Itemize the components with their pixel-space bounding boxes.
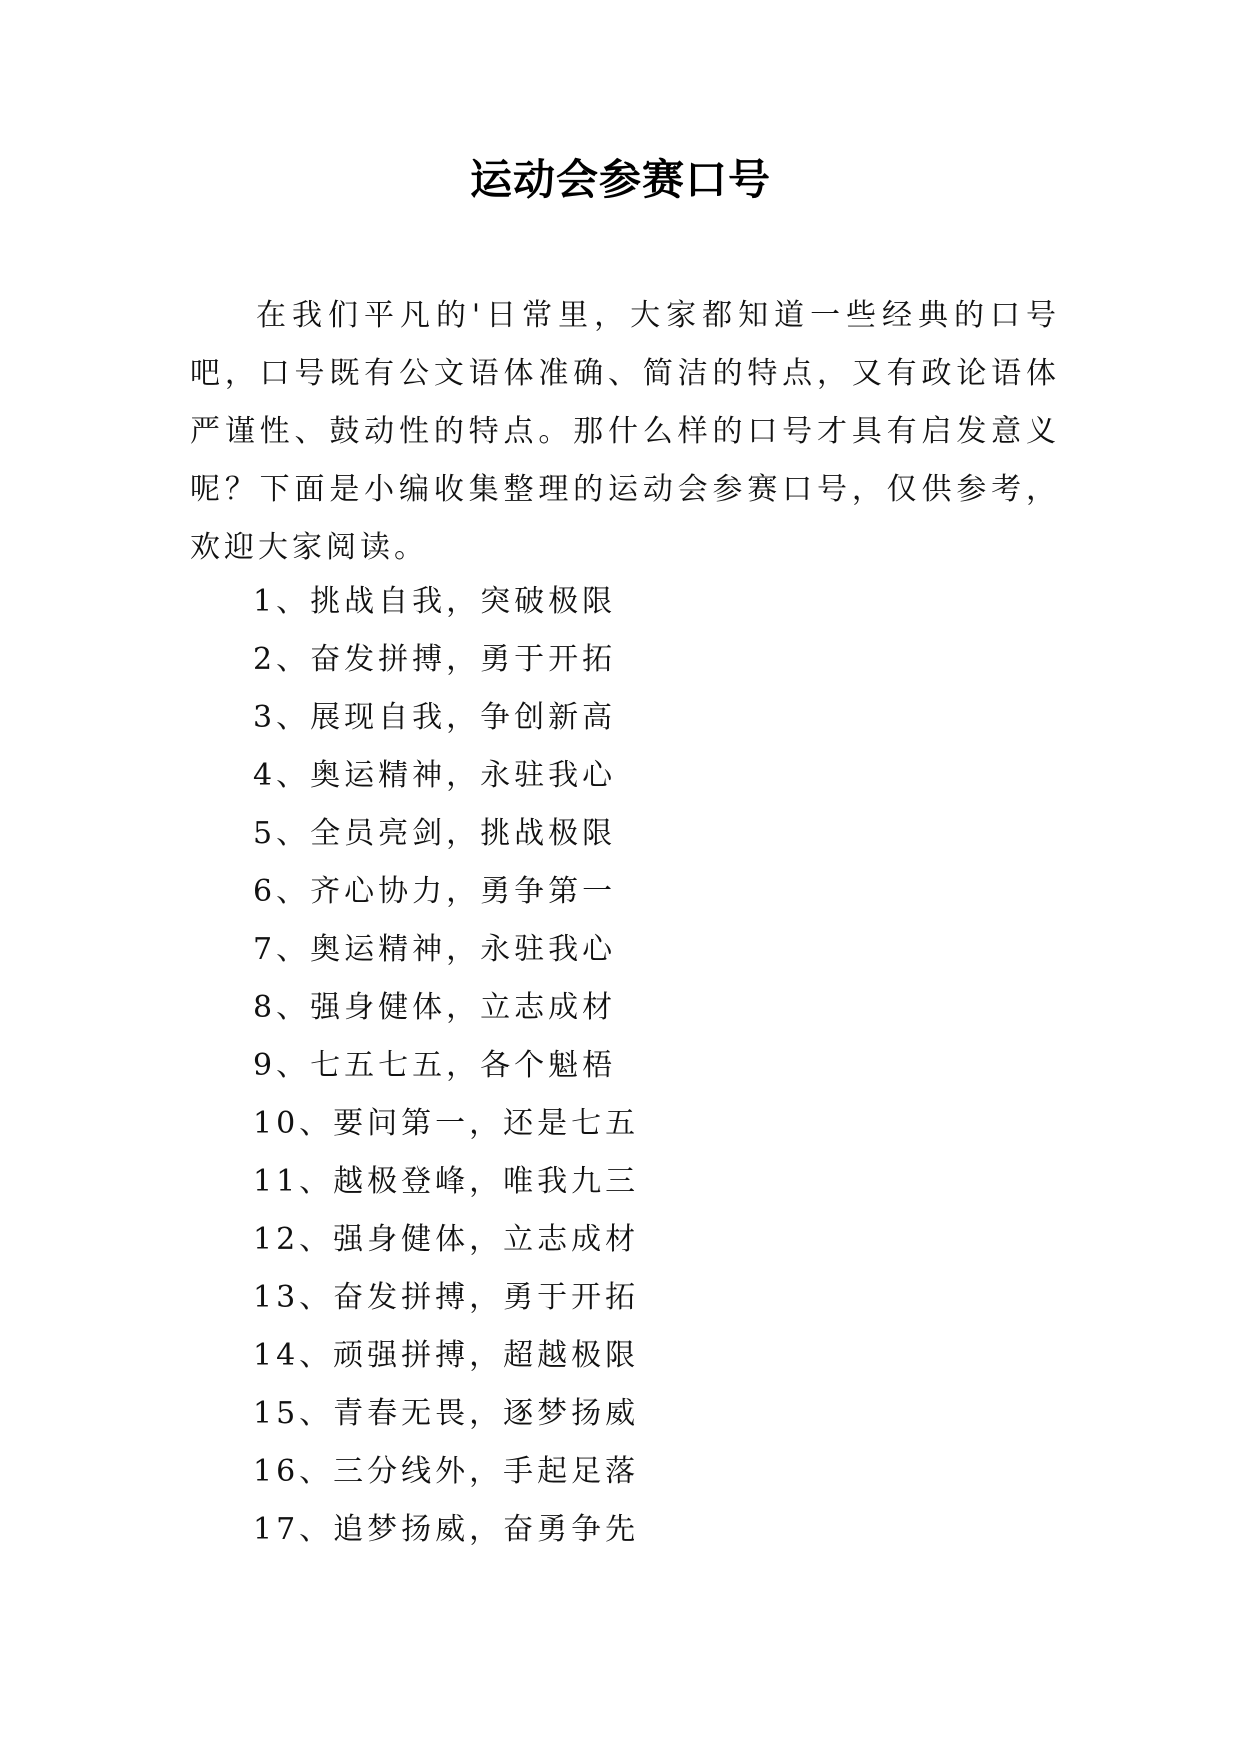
slogan-item: 3、展现自我，争创新高 bbox=[253, 700, 617, 735]
intro-paragraph: 在我们平凡的'日常里，大家都知道一些经典的口号吧，口号既有公文语体准确、简洁的特点，又有政论语体严谨性、鼓动性的特点。那什么样的口号才具有启发意义呢？下面是小编收集整理的运动会参赛口号，仅供参考，欢迎大家阅读。 bbox=[190, 298, 1060, 565]
slogan-item: 4、奥运精神，永驻我心 bbox=[253, 758, 617, 793]
slogan-item: 5、全员亮剑，挑战极限 bbox=[253, 816, 617, 851]
page-title: 运动会参赛口号 bbox=[469, 155, 771, 204]
slogan-item: 6、齐心协力，勇争第一 bbox=[253, 874, 617, 909]
slogan-item: 13、奋发拼搏，勇于开拓 bbox=[253, 1280, 640, 1315]
slogan-item: 9、七五七五，各个魁梧 bbox=[253, 1048, 617, 1083]
slogan-item: 12、强身健体，立志成材 bbox=[253, 1222, 640, 1257]
slogan-item: 10、要问第一，还是七五 bbox=[253, 1106, 640, 1141]
slogan-item: 15、青春无畏，逐梦扬威 bbox=[253, 1396, 640, 1431]
slogan-item: 16、三分线外，手起足落 bbox=[253, 1454, 640, 1489]
slogan-item: 17、追梦扬威，奋勇争先 bbox=[253, 1512, 640, 1547]
slogan-item: 8、强身健体，立志成材 bbox=[253, 990, 617, 1025]
slogan-item: 7、奥运精神，永驻我心 bbox=[253, 932, 617, 967]
slogan-item: 1、挑战自我，突破极限 bbox=[253, 584, 617, 619]
slogan-item: 11、越极登峰，唯我九三 bbox=[253, 1164, 640, 1199]
slogan-list bbox=[253, 573, 639, 1559]
slogan-item: 2、奋发拼搏，勇于开拓 bbox=[253, 642, 617, 677]
slogan-item: 14、顽强拼搏，超越极限 bbox=[253, 1338, 640, 1373]
